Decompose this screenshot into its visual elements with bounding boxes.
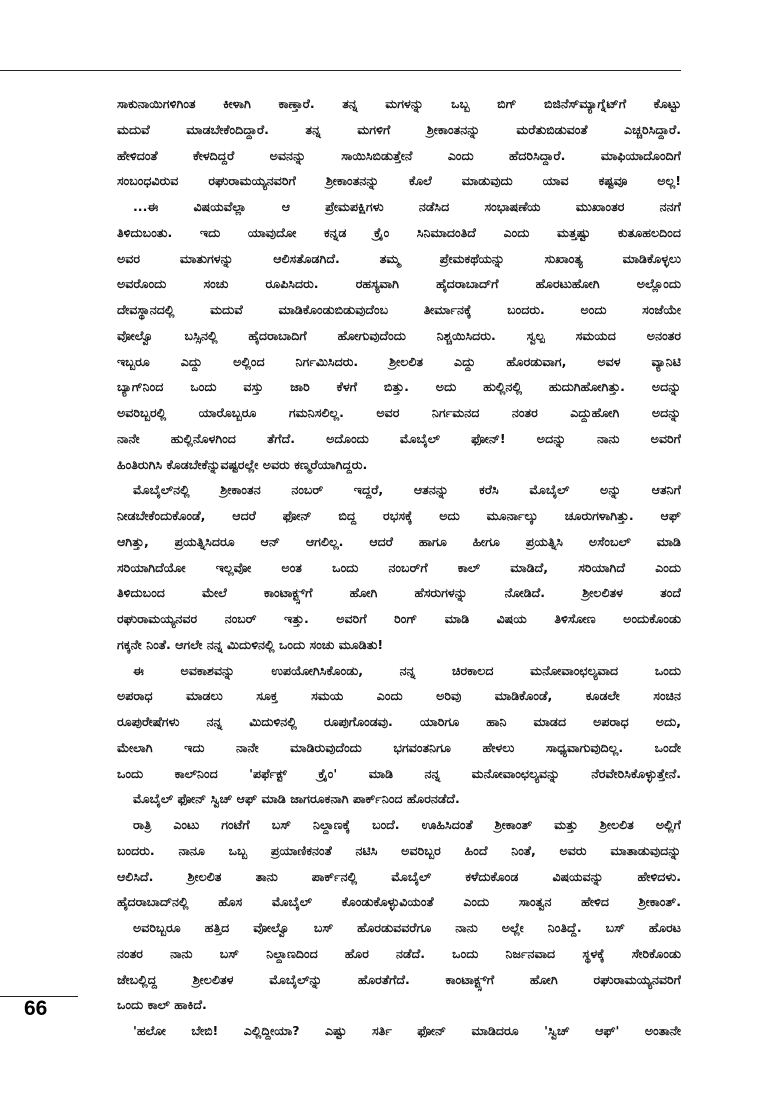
text-line: ಹೇಳಿದಂತೆ ಕೇಳದಿದ್ದರೆ ಅವನನ್ನು ಸಾಯಿಸಿಬಿಡುತ್ತೇನೆ ಎಂದು ಹೆದರಿಸಿದ್ದಾರೆ. ಮಾಫಿಯಾದೊಂದಿಗೆ <box>117 147 681 163</box>
text-line: ಗಕ್ಕನೇ ನಿಂತೆ. ಆಗಲೇ ನನ್ನ ಮಿದುಳಿನಲ್ಲಿ ಒಂದು ಸಂಚು ಮೂಡಿತು! <box>117 636 384 652</box>
text-line: ಸಂಬಂಧವಿರುವ ರಘುರಾಮಯ್ಯನವರಿಗೆ ಶ್ರೀಕಾಂತನನ್ನು ಕೊಲೆ ಮಾಡುವುದು ಯಾವ ಕಷ್ಟವೂ ಅಲ್ಲ! <box>117 173 681 189</box>
text-line: ತಿಳಿದುಬಂದ ಮೇಲೆ ಕಾಂಟಾಕ್ಟ್ಸ್‌ಗೆ ಹೋಗಿ ಹೆಸರುಗಳನ್ನು ನೋಡಿದೆ. ಶ್ರೀಲಲಿತಳ ತಂದೆ <box>117 585 681 601</box>
page-number: 66 <box>24 997 48 1020</box>
page-body-text <box>117 91 681 1044</box>
text-line: ಹಿಂತಿರುಗಿಸಿ ಕೊಡಬೇಕೆನ್ನುವಷ್ಟರಲ್ಲೇ ಅವರು ಕಣ್ಮರೆಯಾಗಿದ್ದರು. <box>117 456 368 472</box>
text-line: ನೀಡಬೇಕೆಂದುಕೊಂಡೆ, ಆದರೆ ಫೋನ್ ಬಿದ್ದ ರಭಸಕ್ಕೆ ಅದು ಮೂರ್ನಾಲ್ಕು ಚೂರುಗಳಾಗಿತ್ತು. ಆಫ್ <box>117 508 681 523</box>
text-line: ಜೇಬಲ್ಲಿದ್ದ ಶ್ರೀಲಲಿತಳ ಮೊಬೈಲ್‌ನ್ನು ಹೊರತೆಗೆದೆ. ಕಾಂಟಾಕ್ಟ್ಸ್‌ಗೆ ಹೋಗಿ ರಘುರಾಮಯ್ಯನವರಿಗೆ <box>117 971 681 987</box>
text-line: ನಂತರ ನಾನು ಬಸ್ ನಿಲ್ದಾಣದಿಂದ ಹೊರ ನಡೆದೆ. ಒಂದು ನಿರ್ಜನವಾದ ಸ್ಥಳಕ್ಕೆ ಸೇರಿಕೊಂಡು <box>117 945 681 961</box>
text-line: 'ಹಲೋ ಬೇಬಿ! ಎಲ್ಲಿದ್ದೀಯಾ? ಎಷ್ಟು ಸರ್ತಿ ಫೋನ್ ಮಾಡಿದರೂ 'ಸ್ವಿಚ್ ಆಫ್' ಅಂತಾನೇ <box>133 1023 681 1038</box>
text-line: ಇಬ್ಬರೂ ಎದ್ದು ಅಲ್ಲಿಂದ ನಿರ್ಗಮಿಸಿದರು. ಶ್ರೀಲಲಿತ ಎದ್ದು ಹೊರಡುವಾಗ, ಅವಳ ವ್ಯಾನಿಟಿ <box>117 353 681 369</box>
text-line: ಈ ಅವಕಾಶವನ್ನು ಉಪಯೋಗಿಸಿಕೊಂಡು, ನನ್ನ ಚಿರಕಾಲದ ಮನೋವಾಂಛಲ್ಯವಾದ ಒಂದು <box>133 662 681 678</box>
text-line: ಆಗಿತ್ತು, ಪ್ರಯತ್ನಿಸಿದರೂ ಆನ್ ಆಗಲಿಲ್ಲ. ಆದರೆ ಹಾಗೂ ಹೀಗೂ ಪ್ರಯತ್ನಿಸಿ ಅಸೆಂಬಲ್ ಮಾಡಿ <box>117 533 681 549</box>
text-line: ಮೊಬೈಲ್ ಫೋನ್ ಸ್ವಿಚ್ ಆಫ್ ಮಾಡಿ ಜಾಗರೂಕನಾಗಿ ಪಾರ್ಕ್‌ನಿಂದ ಹೊರನಡೆದೆ. <box>133 791 460 807</box>
text-line: ಅಪರಾಧ ಮಾಡಲು ಸೂಕ್ತ ಸಮಯ ಎಂದು ಅರಿವು ಮಾಡಿಕೊಂಡೆ, ಕೂಡಲೇ ಸಂಚಿನ <box>117 688 681 704</box>
text-line: ಮದುವೆ ಮಾಡಬೇಕೆಂದಿದ್ದಾರೆ. ತನ್ನ ಮಗಳಿಗೆ ಶ್ರೀಕಾಂತನನ್ನು ಮರೆತುಬಿಡುವಂತೆ ಎಚ್ಚರಿಸಿದ್ದಾರೆ. <box>117 121 681 137</box>
text-line: ಮೇಲಾಗಿ ಇದು ನಾನೇ ಮಾಡಿರುವುದೆಂದು ಭಗವಂತನಿಗೂ ಹೇಳಲು ಸಾಧ್ಯವಾಗುವುದಿಲ್ಲ. ಒಂದೇ <box>117 739 681 755</box>
text-line: ನಾನೇ ಹುಲ್ಲಿನೊಳಗಿಂದ ತೆಗೆದೆ. ಅದೊಂದು ಮೊಬೈಲ್ ಫೋನ್! ಅದನ್ನು ನಾನು ಅವರಿಗೆ <box>117 430 681 446</box>
header-rule <box>0 70 681 71</box>
text-line: ಒಂದು ಕಾಲ್ ಹಾಕಿದೆ. <box>117 997 207 1013</box>
text-line: ಆಲಿಸಿದೆ. ಶ್ರೀಲಲಿತ ತಾನು ಪಾರ್ಕ್‌ನಲ್ಲಿ ಮೊಬೈಲ್ ಕಳೆದುಕೊಂಡ ವಿಷಯವನ್ನು ಹೇಳಿದಳು. <box>117 868 681 884</box>
text-line: ಬ್ಯಾಗ್‌ನಿಂದ ಒಂದು ವಸ್ತು ಜಾರಿ ಕೆಳಗೆ ಬಿತ್ತು. ಅದು ಹುಲ್ಲಿನಲ್ಲಿ ಹುದುಗಿಹೋಗಿತ್ತು. ಅದನ್ನು <box>117 379 681 395</box>
text-line: ದೇವಸ್ಥಾನದಲ್ಲಿ ಮದುವೆ ಮಾಡಿಕೊಂಡುಬಿಡುವುದೆಂಬ ತೀರ್ಮಾನಕ್ಕೆ ಬಂದರು. ಅಂದು ಸಂಜೆಯೇ <box>117 302 681 317</box>
text-line: ರಘುರಾಮಯ್ಯನವರ ನಂಬರ್ ಇತ್ತು. ಅವರಿಗೆ ರಿಂಗ್ ಮಾಡಿ ವಿಷಯ ತಿಳಿಸೋಣ ಅಂದುಕೊಂಡು <box>117 611 681 626</box>
text-line: ವೋಲ್ವೊ ಬಸ್ಸಿನಲ್ಲಿ ಹೈದರಾಬಾದಿಗೆ ಹೋಗುವುದೆಂದು ನಿಶ್ಚಯಿಸಿದರು. ಸ್ವಲ್ಪ ಸಮಯದ ಅನಂತರ <box>117 327 681 343</box>
text-line: ಬಂದರು. ನಾನೂ ಒಬ್ಬ ಪ್ರಯಾಣಿಕನಂತೆ ನಟಿಸಿ ಅವರಿಬ್ಬರ ಹಿಂದೆ ನಿಂತೆ, ಅವರು ಮಾತಾಡುವುದನ್ನು <box>117 842 681 858</box>
text-line: ಅವರಿಬ್ಬರಲ್ಲಿ ಯಾರೊಬ್ಬರೂ ಗಮನಿಸಲಿಲ್ಲ. ಅವರ ನಿರ್ಗಮನದ ನಂತರ ಎದ್ದುಹೋಗಿ ಅದನ್ನು <box>117 405 681 420</box>
text-line: ಸಾಕುನಾಯಿಗಳಿಗಿಂತ ಕೀಳಾಗಿ ಕಾಣ್ತಾರೆ. ತನ್ನ ಮಗಳನ್ನು ಒಬ್ಬ ಬಿಗ್ ಬಿಜಿನೆಸ್‌ಮ್ಯಾಗ್ನೆಟ್‌ಗೆ ಕೊಟ್ಟು <box>117 96 681 111</box>
text-line: ತಿಳಿದುಬಂತು. ಇದು ಯಾವುದೋ ಕನ್ನಡ ಕ್ರೈಂ ಸಿನಿಮಾದಂತಿದೆ ಎಂದು ಮತ್ತಷ್ಟು ಕುತೂಹಲದಿಂದ <box>117 224 681 240</box>
text-line: ರಾತ್ರಿ ಎಂಟು ಗಂಟೆಗೆ ಬಸ್ ನಿಲ್ದಾಣಕ್ಕೆ ಬಂದೆ. ಊಹಿಸಿದಂತೆ ಶ್ರೀಕಾಂತ್ ಮತ್ತು ಶ್ರೀಲಲಿತ ಅಲ್ಲಿಗೆ <box>133 817 681 832</box>
text-line: ಸರಿಯಾಗಿದೆಯೋ ಇಲ್ಲವೋ ಅಂತ ಒಂದು ನಂಬರ್‌ಗೆ ಕಾಲ್ ಮಾಡಿದೆ, ಸರಿಯಾಗಿದೆ ಎಂದು <box>117 559 681 575</box>
text-line: ಅವರೊಂದು ಸಂಚು ರೂಪಿಸಿದರು. ರಹಸ್ಯವಾಗಿ ಹೈದರಾಬಾದ್‌ಗೆ ಹೊರಟುಹೋಗಿ ಅಲ್ಲೊಂದು <box>117 276 681 292</box>
text-line: ರೂಪುರೇಷೆಗಳು ನನ್ನ ಮಿದುಳಿನಲ್ಲಿ ರೂಪುಗೊಂಡವು. ಯಾರಿಗೂ ಹಾನಿ ಮಾಡದ ಅಪರಾಧ ಅದು, <box>117 714 681 729</box>
text-line: ಮೊಬೈಲ್‌ನಲ್ಲಿ ಶ್ರೀಕಾಂತನ ನಂಬರ್ ಇದ್ದರೆ, ಆತನನ್ನು ಕರೆಸಿ ಮೊಬೈಲ್ ಅನ್ನು ಆತನಿಗೆ <box>133 482 681 498</box>
text-line: ಹೈದರಾಬಾದ್‌ನಲ್ಲಿ ಹೊಸ ಮೊಬೈಲ್ ಕೊಂಡುಕೊಳ್ಳುವಿಯಂತೆ ಎಂದು ಸಾಂತ್ವನ ಹೇಳಿದ ಶ್ರೀಕಾಂತ್. <box>117 894 681 910</box>
text-line: ಒಂದು ಕಾಲ್‌ನಿಂದ 'ಪರ್ಫೆಕ್ಟ್ ಕ್ರೈಂ' ಮಾಡಿ ನನ್ನ ಮನೋವಾಂಛಲ್ಯವನ್ನು ನೆರವೇರಿಸಿಕೊಳ್ಳುತ್ತೇನೆ. <box>117 765 681 781</box>
text-line: ಅವರ ಮಾತುಗಳನ್ನು ಆಲಿಸತೊಡಗಿದೆ. ತಮ್ಮ ಪ್ರೇಮಕಥೆಯನ್ನು ಸುಖಾಂತ್ಯ ಮಾಡಿಕೊಳ್ಳಲು <box>117 250 681 266</box>
text-line: ಅವರಿಬ್ಬರೂ ಹತ್ತಿದ ವೋಲ್ವೊ ಬಸ್ ಹೊರಡುವವರೆಗೂ ನಾನು ಅಲ್ಲೇ ನಿಂತಿದ್ದೆ. ಬಸ್ ಹೊರಟ <box>133 920 681 935</box>
text-line: ...ಈ ವಿಷಯವೆಲ್ಲಾ ಆ ಪ್ರೇಮಪಕ್ಷಿಗಳು ನಡೆಸಿದ ಸಂಭಾಷಣೆಯ ಮುಖಾಂತರ ನನಗೆ <box>133 199 681 214</box>
